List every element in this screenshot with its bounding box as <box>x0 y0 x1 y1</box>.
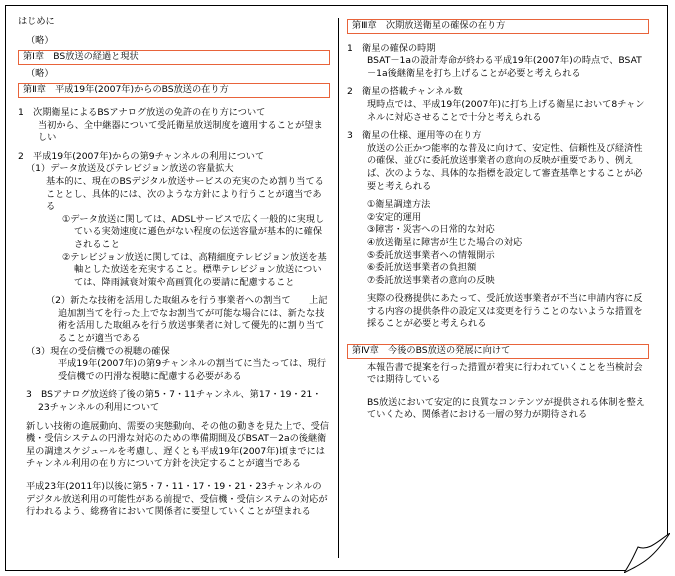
right-section-2-title: 2 衛星の搭載チャンネル数 <box>347 86 463 98</box>
chapter-4-paragraph-2: BS放送において安定的に良質なコンテンツが提供される体制を整えていくため、関係者における一層の努力が期待される <box>367 396 645 421</box>
section-3-title: 3 BSアナログ放送終了後の第5・7・11チャンネル、第17・19・21・23チャンネルの利用について <box>26 389 322 414</box>
chapter-4-heading: 第Ⅳ章 今後のBS放送の発展に向けて <box>347 344 649 359</box>
list-item: ①衛星調達方法 <box>367 199 431 211</box>
section-2-1-item-b: ②テレビジョン放送に関しては、高精細度テレビジョン放送を基軸とした放送を充実すること。標準テレビジョン放送については、降雨減衰対策や高画質化の要請に配慮すること <box>62 251 327 288</box>
list-item: ⑥委託放送事業者の負担額 <box>367 262 477 274</box>
list-item: ③障害・災害への日常的な対応 <box>367 224 495 236</box>
list-item: ④放送衛星に障害が生じた場合の対応 <box>367 236 523 248</box>
right-section-3-after: 実際の役務提供にあたって、受託放送事業者が不当に申請内容に反する内容の提供条件の設定又は変更を行うことのないような措置を採ることが必要と考えられる <box>367 293 643 330</box>
section-2-3-body: 平成19年(2007年)の第9チャンネルの割当てに当たっては、現行受信機での円滑な視聴に配慮する必要がある <box>58 358 327 382</box>
section-1-body: 当初から、全中継器について受託衛星放送制度を適用することが望ましい <box>38 119 323 144</box>
chapter-2-heading: 第Ⅱ章 平成19年(2007年)からのBS放送の在り方 <box>18 83 330 98</box>
intro-heading: はじめに <box>18 16 55 27</box>
section-2-title: 2 平成19年(2007年)からの第9チャンネルの利用について <box>18 150 265 162</box>
list-item: ②安定的運用 <box>367 211 422 223</box>
right-section-3-body: 放送の公正かつ能率的な普及に向けて、安定性、信頼性及び経済性の確保、並びに委託放送事業者の意向の反映が重要であり、例えば、次のような、具体的な指標を設定して審査基準とすることが必要と考えられる <box>367 142 643 192</box>
list-item: ⑤委託放送事業者への情報開示 <box>367 249 495 261</box>
right-section-1-body: BSAT－1aの設計寿命が終わる平成19年(2007年)の時点で、BSAT－1a後継衛星を打ち上げることが必要と考えられる <box>367 55 642 79</box>
section-2-2: （2）新たな技術を活用した取組みを行う事業者への割当て 上記追加割当てを行った上でなお割当てが可能な場合には、新たな技術を活用した取組みを行う放送事業者に対して優先的に割り当てることが適当である <box>46 295 328 345</box>
right-section-3-title: 3 衛星の仕様、運用等の在り方 <box>347 130 482 142</box>
column-divider <box>338 18 339 558</box>
section-2-1-item-a: ①データ放送に関しては、ADSLサービスで広く一般的に実現している実効速度に遜色がない程度の伝送容量が基本的に確保されること <box>62 213 325 250</box>
section-2-1-body: 基本的に、現在のBSデジタル放送サービスの充実のため割り当てることとし、具体的には、次のような方針により行うことが適当である <box>46 175 324 213</box>
right-section-2-body: 現時点では、平成19年(2007年)に打ち上げる衛星において8チャンネルに対応させることで十分と考えられる <box>367 98 645 123</box>
omitted-note: （略） <box>26 67 54 79</box>
section-3-paragraph-2: 平成23年(2011年)以後に第5・7・11・17・19・21・23チャンネルのデジタル放送利用の可能性がある前提で、受信機・受信システムの対応が行われるよう、総務省において関係者に要望していくことが望まれる <box>26 481 328 518</box>
left-column <box>18 16 330 519</box>
section-3-paragraph-1: 新しい技術の進展動向、需要の実態動向、その他の動きを見た上で、受信機・受信システムの円滑な対応のための準備期間及びBSAT－2aの後継衛星の調達スケジュールを考慮し、遅くとも平成19年(2007年)頃までにはチャンネル利用の在り方について方針を決定することが適当である <box>26 420 330 470</box>
chapter-3-heading: 第Ⅲ章 次期放送衛星の確保の在り方 <box>347 19 649 34</box>
chapter-4-paragraph-1: 本報告書で提案を行った措置が着実に行われていくことを当検討会では期待している <box>367 361 643 386</box>
omitted-note: （略） <box>26 34 54 46</box>
list-item: ⑦委託放送事業者の意向の反映 <box>367 274 495 286</box>
section-2-3-title: （3）現在の受信機での視聴の確保 <box>26 345 170 357</box>
right-section-1-title: 1 衛星の確保の時期 <box>347 42 436 54</box>
section-2-1-title: （1）データ放送及びテレビジョン放送の容量拡大 <box>26 163 234 175</box>
right-column <box>347 16 649 422</box>
section-1-title: 1 次期衛星によるBSアナログ放送の免許の在り方について <box>18 106 266 118</box>
page-curl-icon <box>624 533 670 573</box>
criteria-list <box>347 199 649 287</box>
chapter-1-heading: 第Ⅰ章 BS放送の経過と現状 <box>18 50 330 65</box>
